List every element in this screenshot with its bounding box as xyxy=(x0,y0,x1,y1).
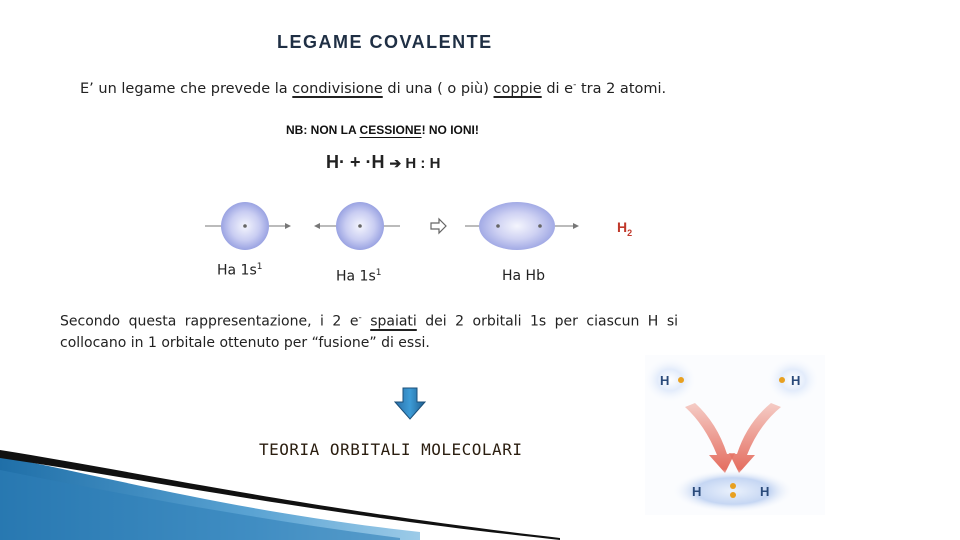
product-h2-label xyxy=(617,219,632,238)
orbital-overlap-diagram xyxy=(195,195,655,265)
orbital-label-a-sup: 1 xyxy=(256,262,263,272)
axis-arrow-molecule-icon xyxy=(573,223,579,229)
definition-part3: di e xyxy=(541,80,574,97)
reaction-left: H· + ·H xyxy=(326,152,390,172)
nb-note xyxy=(286,123,479,137)
theory-heading: TEORIA ORBITALI MOLECOLARI xyxy=(259,440,523,459)
nucleus-molecule-b xyxy=(538,224,542,228)
reaction-equation xyxy=(326,152,440,173)
decorative-swoosh xyxy=(0,450,640,540)
h2-formation-diagram xyxy=(645,355,825,515)
definition-text xyxy=(80,80,666,97)
nb-prefix: NB: NON LA xyxy=(286,123,360,137)
axis-arrow-middle-icon xyxy=(314,223,320,229)
orbital-label-c: Ha Hb xyxy=(502,268,545,284)
slide-title: LEGAME COVALENTE xyxy=(277,32,493,52)
term-spaiati: spaiati xyxy=(370,313,417,330)
product-symbol: H xyxy=(617,219,628,235)
explanation-text xyxy=(60,308,678,354)
orbital-label-b xyxy=(336,268,382,285)
term-condivisione: condivisione xyxy=(292,80,383,97)
explanation-gap xyxy=(362,314,371,330)
nucleus-molecule-a xyxy=(496,224,500,228)
axis-arrow-left-icon xyxy=(285,223,291,229)
electron-left xyxy=(678,377,684,383)
atom-label-right: H xyxy=(791,373,801,388)
definition-part1: E’ un legame che prevede la xyxy=(80,80,293,97)
shared-electron-top xyxy=(730,483,736,489)
nb-suffix: ! NO IONI! xyxy=(421,123,479,137)
orbital-label-a xyxy=(217,262,263,279)
molecular-orbital xyxy=(479,202,555,250)
orbital-label-a-text: Ha 1s xyxy=(217,262,257,279)
definition-part4: tra 2 atomi. xyxy=(576,80,667,97)
orbital-label-b-text: Ha 1s xyxy=(336,268,376,285)
molecule-glow xyxy=(671,469,795,513)
term-coppie: coppie xyxy=(493,80,542,97)
molecule-atom-label-left: H xyxy=(692,484,702,499)
transform-arrow-icon xyxy=(431,219,446,233)
explanation-part2: dei 2 orbitali 1s per ciascun H si collocano in 1 orbitale ottenuto per “fusione” di essi. xyxy=(60,313,679,351)
explanation-electron-sup: - xyxy=(358,313,362,323)
reaction-arrow-icon: ➔ xyxy=(389,155,402,171)
orbital-label-b-sup: 1 xyxy=(375,268,382,278)
electron-right xyxy=(779,377,785,383)
down-arrow-icon xyxy=(392,386,428,422)
explanation-part1: Secondo questa rappresentazione, i 2 e xyxy=(60,313,359,330)
reaction-right: H : H xyxy=(401,155,441,172)
nucleus-a xyxy=(243,224,247,228)
product-subscript: 2 xyxy=(627,227,633,238)
nb-term-cessione: CESSIONE xyxy=(359,123,422,137)
atom-label-left: H xyxy=(660,373,670,388)
electron-superscript: - xyxy=(573,80,577,90)
shared-electron-bottom xyxy=(730,492,736,498)
nucleus-b xyxy=(358,224,362,228)
molecule-atom-label-right: H xyxy=(760,484,770,499)
definition-part2: di una ( o più) xyxy=(382,80,494,97)
